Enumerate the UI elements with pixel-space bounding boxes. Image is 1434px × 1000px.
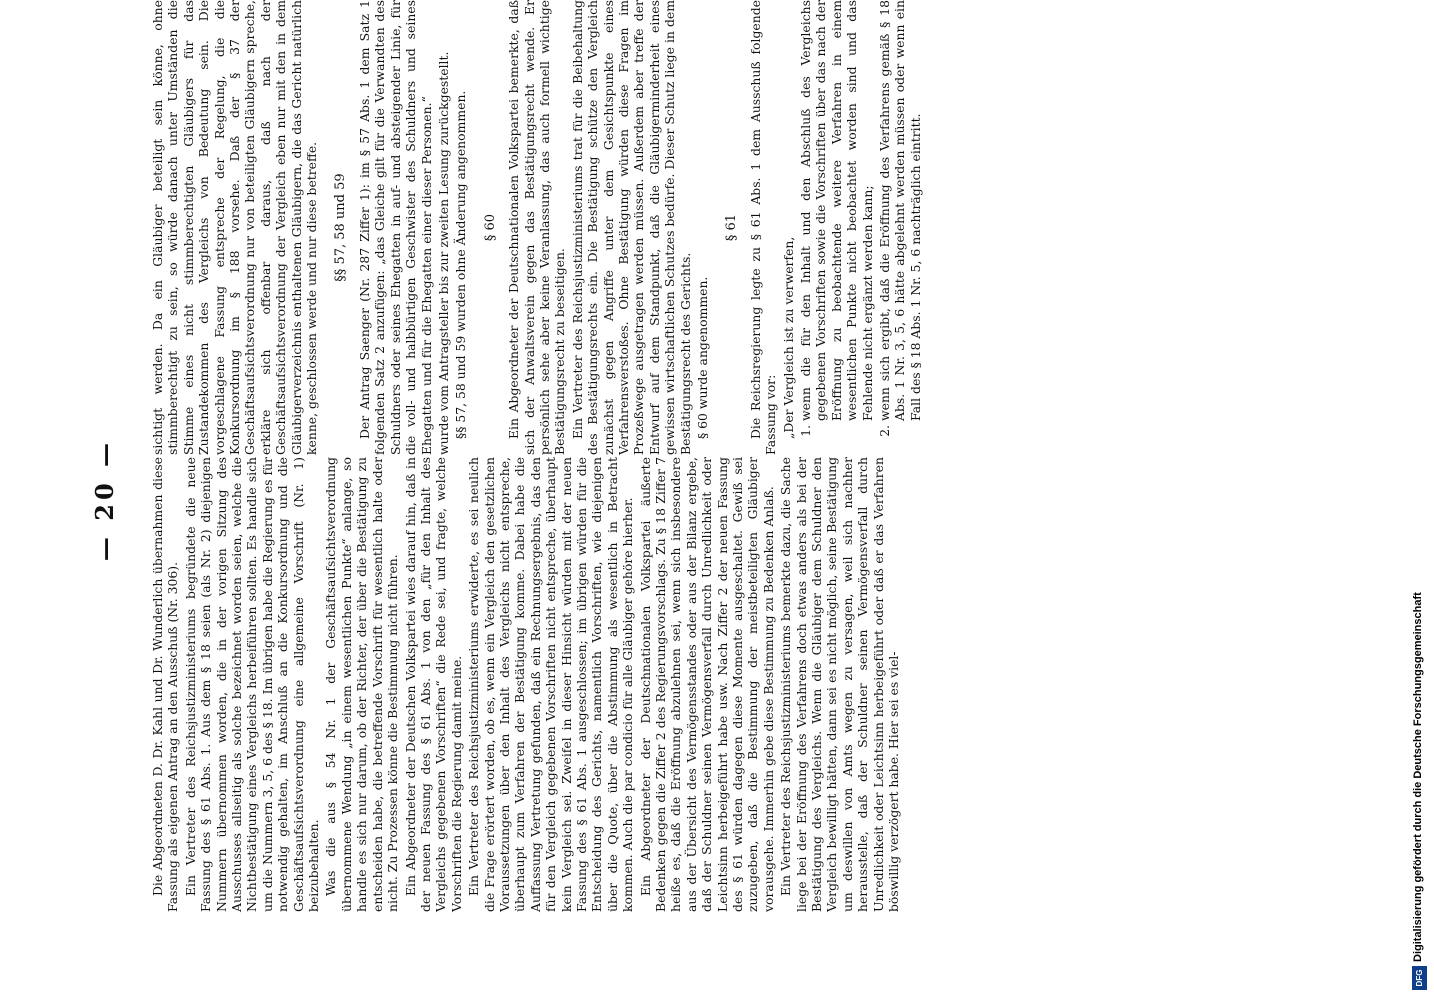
paragraph: §§ 57, 58 und 59 wurden ohne Änderung angenommen. — [453, 90, 469, 439]
paragraph: Ein Vertreter des Reichsjustizministeriums bemerkte dazu, die Sache liege bei der Eröffnung des Verfahrens doch etwas anders als bei der Bestätigung des Vergleichs. Wenn die Gläubiger dem Schuldner den Vergleich bewilligt hätten, dann sei es nicht möglich, seine Bestätigung um deswillen von Amts wegen zu versagen, weil sich nachher herausstelle, daß der Schuldner seinen Vermögensverfall durch Unredlichkeit oder Leichtsinn herbeigeführt oder daß er das Verfahren böswillig verzögert habe. Hier sei es viel- — [778, 457, 902, 912]
dfg-logo: DFG — [1412, 966, 1427, 990]
paragraph: Was die aus § 54 Nr. 1 der Geschäftsaufsichtsverordnung übernommene Wendung „in einem wesentlichen Punkte“ anlange, so handle es sich nur darum, ob der Richter, der über die Bestätigung zu entscheiden habe, die betreffende Vorschrift für wesentlich halte oder nicht. Zu Prozessen könne die Bestimmung nicht führen. — [323, 457, 401, 912]
list-item: 2. wenn sich ergibt, daß die Eröffnung des Verfahrens gemäß § 18 Abs. 1 Nr. 3, 5, 6 hätte abgelehnt werden müssen oder wenn ein Fall des § 18 Abs. 1 Nr. 5, 6 nachträglich eintritt. — [877, 0, 923, 421]
section-heading: § 60 — [482, 213, 498, 242]
paragraph: Der Antrag Saenger (Nr. 287 Ziffer 1): im § 57 Abs. 1 dem Satz 1 folgenden Satz 2 anzufügen: „das Gleiche gilt für die Verwandten des Schuldners oder seines Ehegatten in auf- und absteigender Linie, für die voll- und halbbürtigen Geschwister des Schuldners und seines Ehegatten und für die Ehegatten einer dieser Personen.“ — [356, 0, 434, 455]
footer-credit-text: Digitalisierung gefördert durch die Deutsche Forschungsgemeinschaft — [1412, 592, 1424, 962]
paragraph: Die Reichsregierung legte zu § 61 Abs. 1 dem Ausschuß folgende Fassung vor: — [747, 0, 779, 455]
list-item: 1. wenn die für den Inhalt und den Abschluß des Vergleichs gegebenen Vorschriften sowie die Vorschriften über das nach der Eröffnung zu beobachtende weitere Verfahren in einem wesentlichen Punkte nicht beobachtet worden sind und das Fehlende nicht ergänzt werden kann; — [798, 0, 875, 421]
paragraph: Ein Vertreter des Reichsjustizministeriums trat für die Beibehaltung des Bestätigungsrechts ein. Die Bestätigung schütze den Vergleich zunächst gegen Angriffe unter dem Gesichtspunkte eines Verfahrensverstoßes. Ohne Bestätigung würden diese Fragen im Prozeßwege ausgetragen werden müssen. Außerdem aber treffe der Entwurf auf dem Standpunkt, daß die Gläubigerminderheit eines gewissen wirtschaftlichen Schutzes bedürfe. Dieser Schutz liege in dem Bestätigungsrecht des Gerichts. — [569, 0, 693, 455]
paragraph: Ein Vertreter des Reichsjustizministeriums begründete die neue Fassung des § 61 Abs. 1. Aus dem § 18 seien (als Nr. 2) diejenigen Nummern übernommen worden, die in der vorigen Sitzung des Ausschusses allseitig als solche bezeichnet worden seien, welche die Nichtbestätigung eines Vergleichs herbeiführen sollten. Es handle sich um die Nummern 3, 5, 6 des § 18. Im übrigen habe die Regierung es für notwendig gehalten, im Anschluß an die Konkursordnung und die Geschäftsaufsichtsverordnung eine allgemeine Vorschrift (Nr. 1) beizubehalten. — [182, 457, 322, 912]
paragraph: wurde vom Antragsteller bis zur zweiten Lesung zurückgestellt. — [435, 51, 451, 455]
numbered-list — [798, 0, 923, 455]
paragraph: sichtigt werden. Da ein Gläubiger beteiligt sein könne, ohne stimmberechtigt zu sein, so würde danach unter Umständen die Stimme eines nicht stimmberechtigten Gläubigers für das Zustandekommen des Vergleichs von Bedeutung sein. Die vorgeschlagene Fassung entspreche der Regelung, die die Konkursordnung im § 188 vorsehe. Daß der § 37 der Geschäftsaufsichtsverordnung nur von beteiligten Gläubigern spreche, erkläre sich offenbar daraus, daß nach der Geschäftsaufsichtsverordnung der Vergleich eben nur mit den in dem Gläubigerverzeichnis enthaltenen Gläubigern, die das Gericht natürlich kenne, geschlossen werde und nur diese betreffe. — [150, 0, 320, 455]
left-column — [150, 457, 904, 912]
section-heading: §§ 57, 58 und 59 — [333, 173, 349, 282]
paragraph: „Der Vergleich ist zu verwerfen, — [780, 236, 796, 439]
digitization-footer — [1412, 0, 1428, 1000]
page-number: — 20 — — [90, 438, 119, 562]
section-heading: § 61 — [724, 213, 740, 242]
paragraph: Ein Abgeordneter der Deutschnationalen Volkspartei bemerkte, daß sich der Anwaltsverein gegen das Bestätigungsrecht wende. Er persönlich sehe aber keine Veranlassung, das auch formell wichtige Bestätigungsrecht zu beseitigen. — [506, 0, 568, 455]
paragraph: Ein Abgeordneter der Deutschen Volkspartei wies darauf hin, daß in der neuen Fassung des § 61 Abs. 1 von den „für den Inhalt des Vergleichs gegebenen Vorschriften“ die Rede sei, und fragte, welche Vorschriften die Regierung damit meine. — [402, 457, 464, 912]
right-column — [150, 0, 925, 455]
paragraph: § 60 wurde angenommen. — [695, 276, 710, 439]
paragraph: Ein Vertreter des Reichsjustizministeriums erwiderte, es sei neulich die Frage erörtert worden, ob es, wenn ein Vergleich den gesetzlichen Voraussetzungen über den Inhalt des Vergleichs nicht entspreche, überhaupt zum Verfahren der Bestätigung komme. Dabei habe die Auffassung Vertretung gefunden, daß ein Rechnungsergebnis, das den für den Vergleich gegebenen Vorschriften nicht entspreche, überhaupt kein Vergleich sei. Zweifel in dieser Hinsicht würden mit der neuen Fassung des § 61 Abs. 1 ausgeschlossen; im übrigen würden für die Entscheidung des Gerichts, namentlich Vorschriften, wie diejenigen über die Quote, über die Abstimmung als wesentlich in Betracht kommen. Auch die par condicio für alle Gläubiger gehöre hierher. — [466, 457, 636, 912]
paragraph: Ein Abgeordneter der Deutschnationalen Volkspartei äußerte Bedenken gegen die Ziffer 2 des Regierungsvorschlags. Zu § 18 Ziffer 7 heiße es, daß die Eröffnung abzulehnen sei, wenn sich insbesondere aus der Übersicht des Vermögensstandes oder aus der Bilanz ergebe, daß der Schuldner seinen Vermögensverfall durch Unredlichkeit oder Leichtsinn herbeigeführt habe usw. Nach Ziffer 2 der neuen Fassung des § 61 würden dagegen diese Momente ausgeschaltet. Gewiß sei zuzugeben, daß die Bestimmung der meistbeteiligten Gläubiger vorausgehe. Immerhin gebe diese Bestimmung zu Bedenken Anlaß. — [637, 457, 776, 912]
paragraph: Die Abgeordneten D. Dr. Kahl und Dr. Wunderlich übernahmen diese Fassung als eigenen Antrag an den Ausschuß (Nr. 306). — [150, 457, 181, 912]
